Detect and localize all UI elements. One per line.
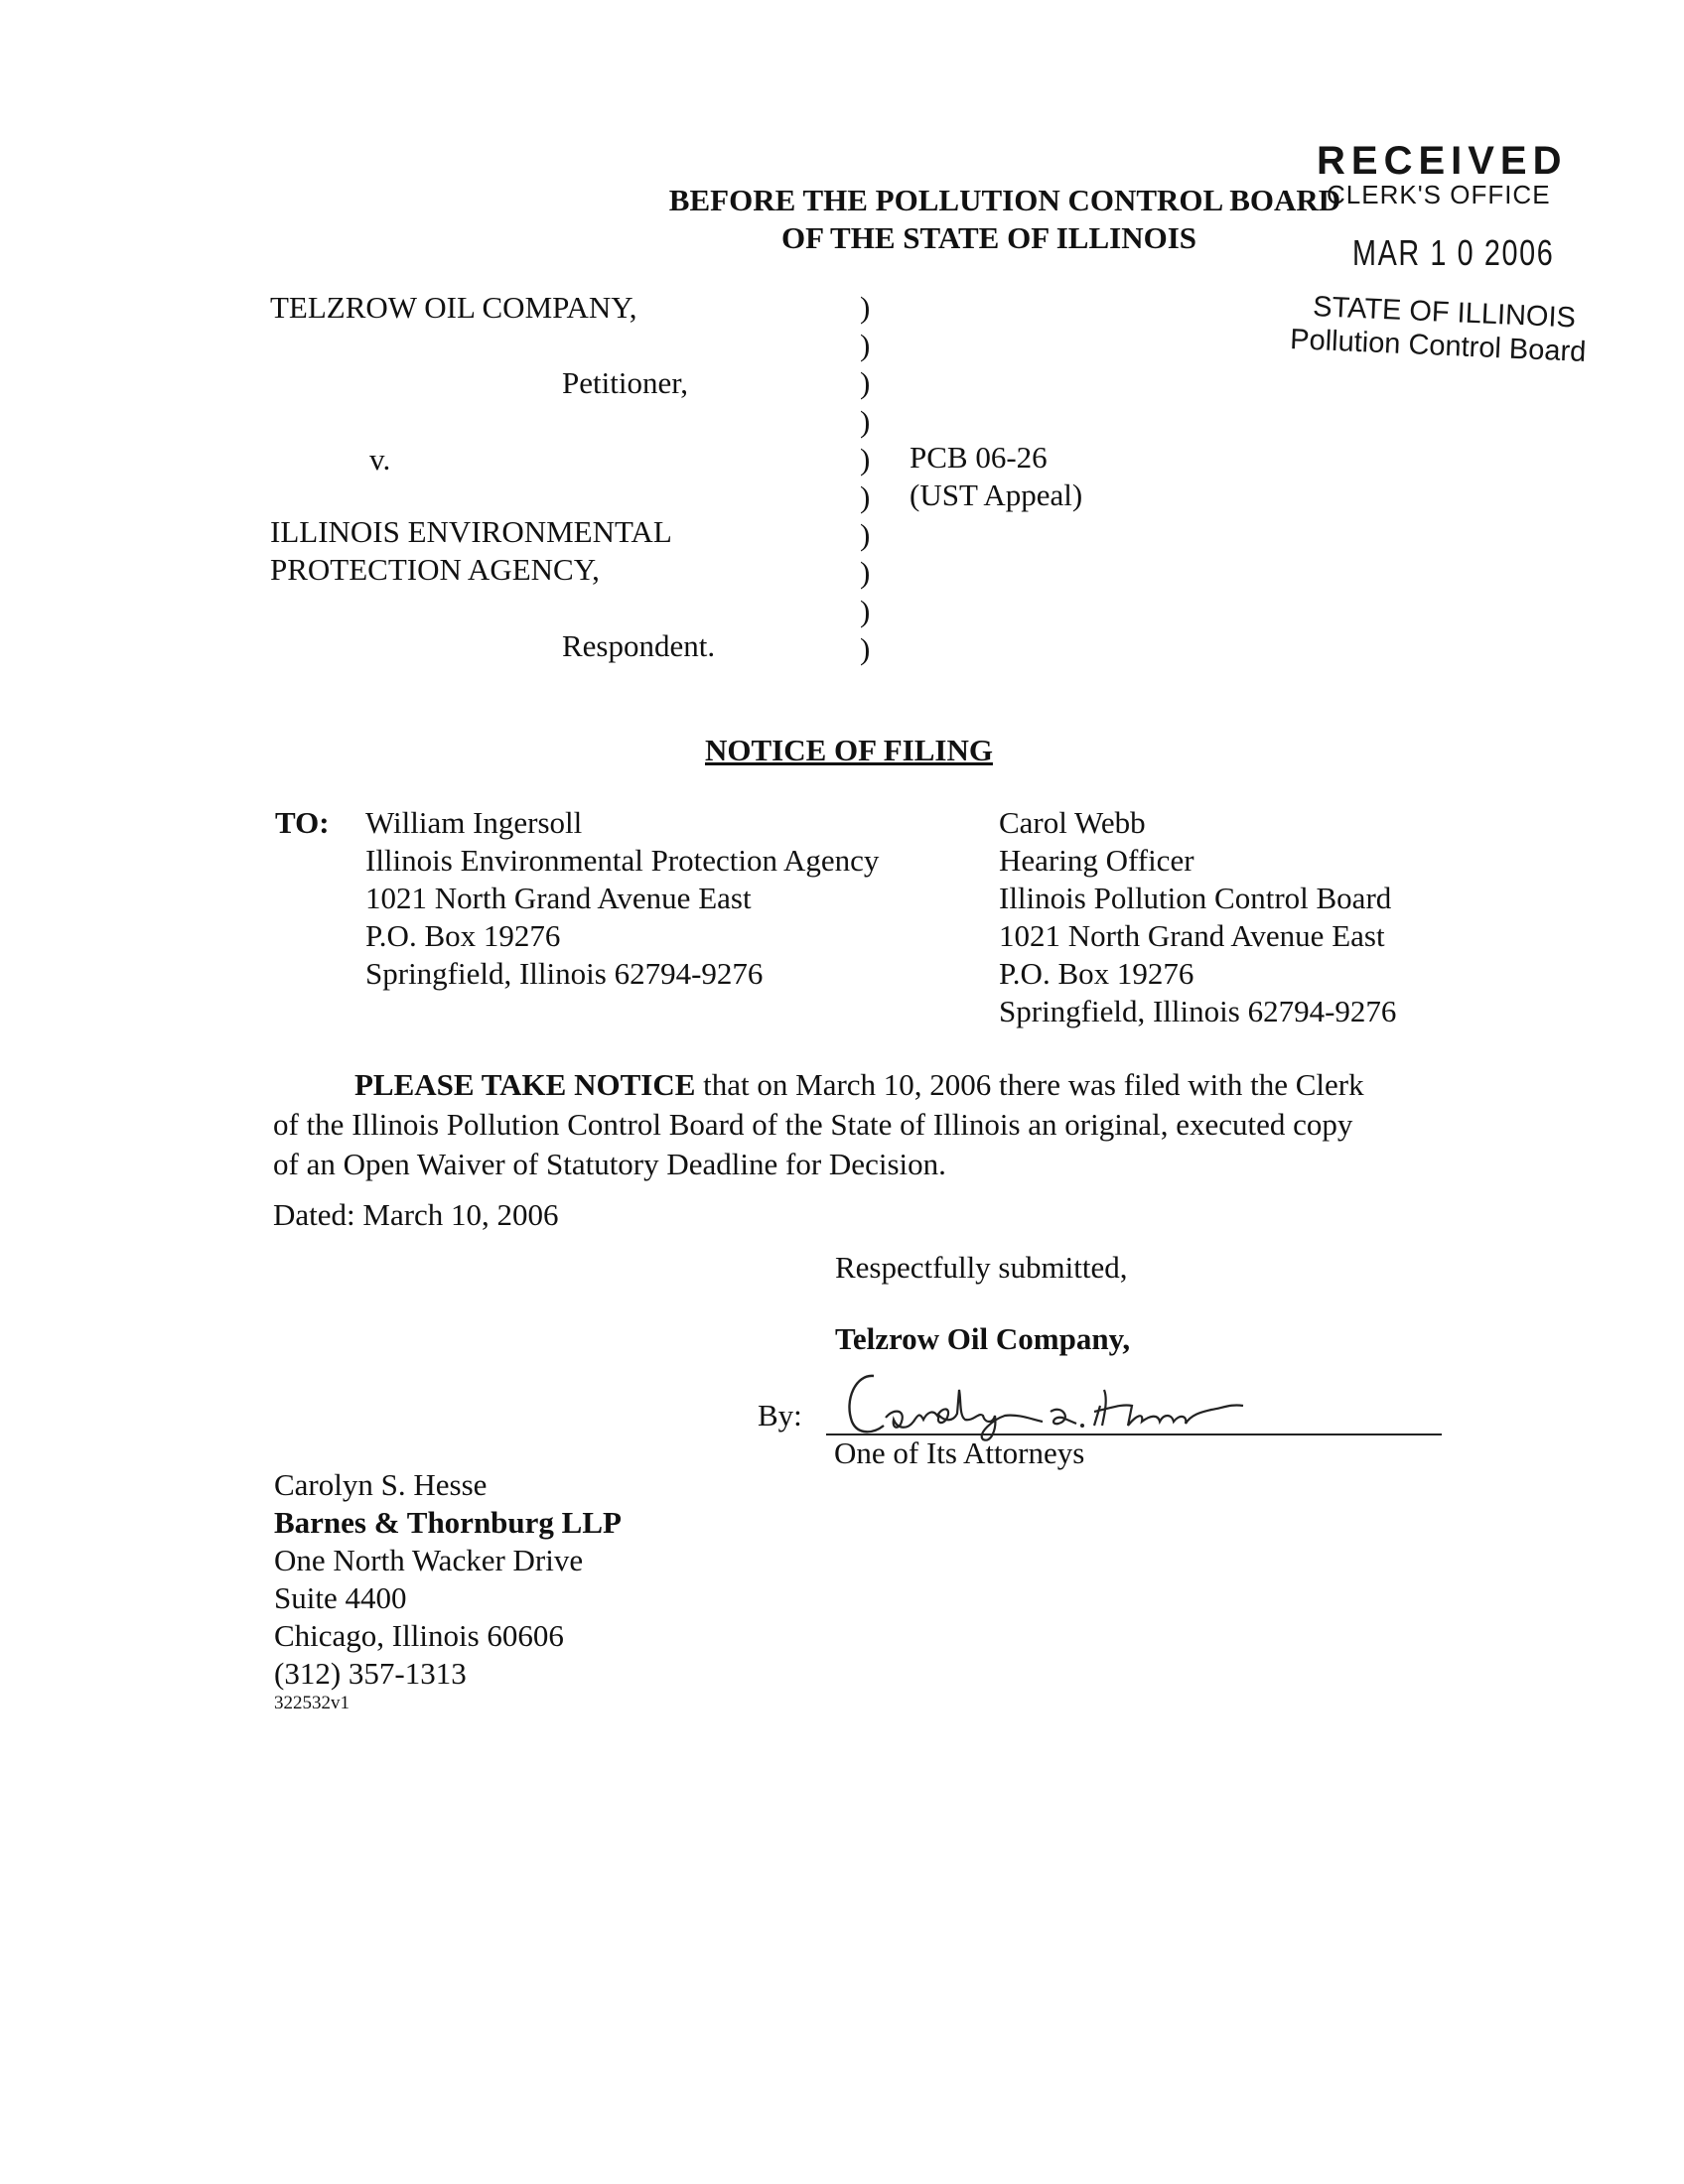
- address-line-2: Suite 4400: [274, 1580, 407, 1615]
- petitioner-label: Petitioner,: [562, 365, 689, 400]
- notice-line-1-rest: that on March 10, 2006 there was filed with the Clerk: [695, 1067, 1364, 1102]
- dated-line: Dated: March 10, 2006: [273, 1197, 559, 1232]
- recipient-1-line: Illinois Environmental Protection Agency: [365, 843, 880, 878]
- address-city: Chicago, Illinois 60606: [274, 1618, 564, 1653]
- versus: v.: [369, 442, 391, 477]
- client-company: Telzrow Oil Company,: [835, 1321, 1131, 1356]
- respondent-name-line-1: ILLINOIS ENVIRONMENTAL: [270, 514, 672, 549]
- stamp-board: Pollution Control Board: [1289, 324, 1587, 368]
- recipient-1-line: P.O. Box 19276: [365, 918, 561, 953]
- recipient-2: [999, 804, 1396, 1030]
- notice-line-2: of the Illinois Pollution Control Board of the State of Illinois an original, executed copy: [273, 1107, 1353, 1142]
- law-firm: Barnes & Thornburg LLP: [274, 1505, 622, 1540]
- notice-paragraph: [273, 1065, 1465, 1184]
- to-label: TO:: [275, 805, 330, 840]
- notice-line-1: [273, 1065, 1465, 1105]
- paren: ): [860, 479, 871, 515]
- caption-parens: [860, 289, 870, 668]
- attorney-name: Carolyn S. Hesse: [274, 1467, 488, 1502]
- paren: ): [860, 441, 871, 477]
- stamp-date: MAR 1 0 2006: [1352, 232, 1555, 273]
- respectfully-submitted: Respectfully submitted,: [835, 1250, 1128, 1285]
- heading-line-1: BEFORE THE POLLUTION CONTROL BOARD: [668, 183, 1341, 217]
- recipient-2-line: Hearing Officer: [999, 843, 1194, 878]
- by-label: By:: [758, 1398, 802, 1433]
- stamp-clerks-office: CLERK'S OFFICE: [1327, 180, 1551, 209]
- address-line-1: One North Wacker Drive: [274, 1543, 584, 1577]
- recipient-2-line: P.O. Box 19276: [999, 956, 1194, 991]
- paren: ): [860, 555, 871, 591]
- recipient-1: [365, 804, 879, 993]
- recipient-1-line: 1021 North Grand Avenue East: [365, 881, 752, 915]
- notice-lead: PLEASE TAKE NOTICE: [354, 1067, 696, 1102]
- case-number: PCB 06-26: [910, 440, 1048, 475]
- respondent-name-line-2: PROTECTION AGENCY,: [270, 552, 600, 587]
- attorney-block: [274, 1466, 622, 1714]
- petitioner-name: TELZROW OIL COMPANY,: [270, 290, 637, 325]
- notice-title: NOTICE OF FILING: [705, 733, 993, 767]
- paren: ): [860, 328, 871, 363]
- respondent-label: Respondent.: [562, 628, 716, 663]
- recipient-1-line: Springfield, Illinois 62794-9276: [365, 956, 764, 991]
- paren: ): [860, 517, 871, 553]
- document-id: 322532v1: [274, 1693, 350, 1713]
- attorneys-label: One of Its Attorneys: [834, 1435, 1085, 1470]
- heading-line-2: OF THE STATE OF ILLINOIS: [780, 220, 1197, 255]
- stamp-state: STATE OF ILLINOIS: [1312, 291, 1577, 335]
- recipient-2-line: Springfield, Illinois 62794-9276: [999, 994, 1397, 1028]
- recipient-2-line: 1021 North Grand Avenue East: [999, 918, 1385, 953]
- phone-number: (312) 357-1313: [274, 1656, 467, 1691]
- recipient-2-line: Illinois Pollution Control Board: [999, 881, 1392, 915]
- recipient-2-line: Carol Webb: [999, 805, 1146, 840]
- stamp-received: RECEIVED: [1317, 139, 1568, 183]
- paren: ): [860, 630, 871, 666]
- recipient-1-line: William Ingersoll: [365, 805, 583, 840]
- paren: ): [860, 290, 871, 325]
- paren: ): [860, 593, 871, 628]
- paren: ): [860, 403, 871, 439]
- paren: ): [860, 365, 871, 401]
- case-type: (UST Appeal): [910, 478, 1083, 512]
- notice-line-3: of an Open Waiver of Statutory Deadline for Decision.: [273, 1147, 946, 1181]
